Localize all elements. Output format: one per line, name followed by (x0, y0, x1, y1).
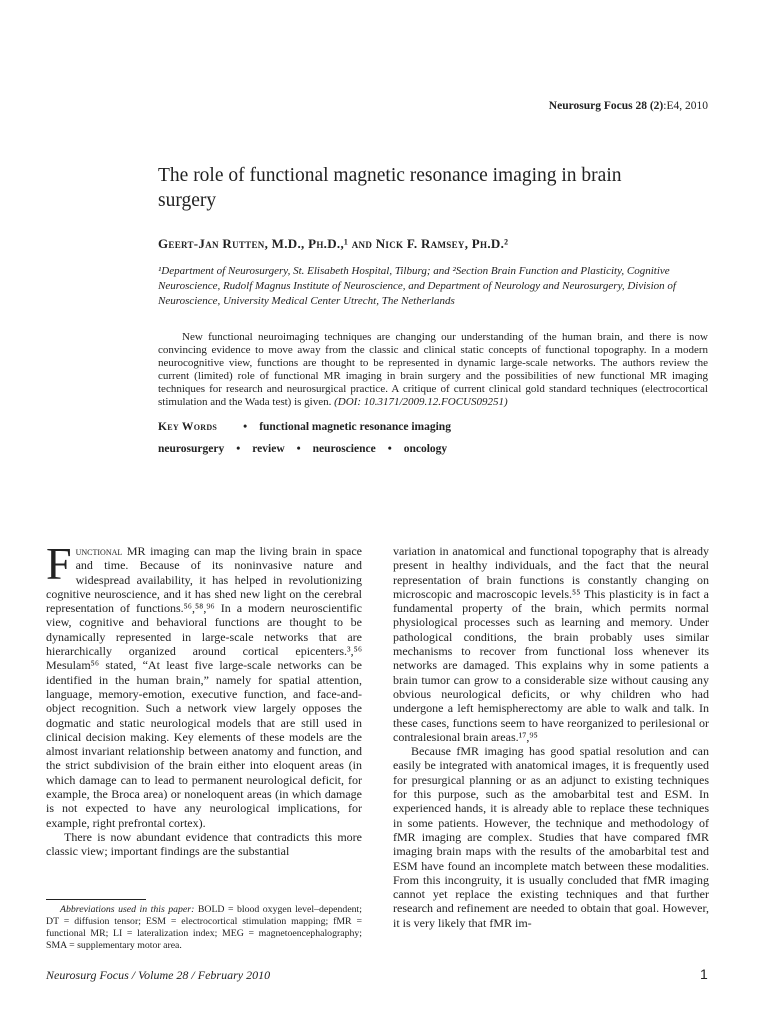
article-id: :E4, 2010 (663, 100, 708, 112)
keyword-item: review (252, 443, 285, 455)
journal-name: Neurosurg Focus 28 (2) (548, 100, 664, 112)
footnote-label: Abbreviations used in this paper: (60, 904, 195, 915)
keyword-item: functional magnetic resonance imaging (259, 421, 451, 433)
body-column-left (46, 538, 362, 859)
author-line: Geert-Jan Rutten, M.D., Ph.D.,¹ and Nick F. Ramsey, Ph.D.² (158, 236, 509, 251)
drop-cap: F (46, 538, 72, 589)
keyword-separator: • (296, 443, 301, 455)
body-column-right (393, 544, 709, 930)
keyword-separator: • (243, 421, 248, 433)
body-paragraph: variation in anatomical and functional topography that is already present in healthy individuals, and the fact that the neural representation of brain functions is constantly changing on microscopic and macroscopic levels.⁵⁵ This plasticity is in fact a fundamental property of the brain, which permits normal physiological processes such as learning and memory. Under pathological conditions, the brain probably uses similar mechanisms to recover from functional loss whenever its networks are damaged. This explains why in some patients a brain tumor can grow to a considerable size without causing any obvious neurological deficits, or why children who had undergone a left hemispherectomy are able to walk and talk. In these cases, functions seem to have reorganized to perilesional or contralesional brain areas.¹⁷,⁹⁵ (393, 544, 709, 744)
body-paragraph (46, 538, 362, 830)
keyword-item: neuroscience (312, 443, 376, 455)
abbreviations-footnote (46, 904, 362, 952)
affiliations: ¹Department of Neurosurgery, St. Elisabeth Hospital, Tilburg; and ²Section Brain Function and Plasticity, Cognitive Neuroscience, Rudolf Magnus Institute of Neuroscience, and Department of Neurology and Neurosurgery, Division of Neuroscience, University Medical Center Utrecht, The Netherlands (158, 265, 676, 307)
footnote-divider (46, 899, 146, 900)
page-number: 1 (700, 966, 708, 982)
keywords-row-1 (158, 416, 678, 438)
keyword-item: oncology (403, 443, 448, 455)
abstract-text: New functional neuroimaging techniques are changing our understanding of the human brain, and there is now convincing evidence to move away from the classic and clinical static concepts of functional topography. In a modern neurocognitive view, functions are thought to be represented in dynamic large-scale networks. The authors review the current (limited) role of functional MR imaging in brain surgery and the possibilities of new functional MR imaging techniques for research and neurosurgical practice. A critique of current clinical gold standard techniques (electrocortical stimulation and the Wada test) is given. (158, 331, 708, 408)
keyword-separator: • (236, 443, 241, 455)
journal-reference (549, 100, 708, 112)
body-paragraph: There is now abundant evidence that contradicts this more classic view; important findings are the substantial (46, 829, 362, 859)
keyword-item: neurosurgery (158, 443, 225, 455)
article-title: The role of functional magnetic resonance imaging in brain surgery (158, 165, 622, 211)
keyword-separator: • (387, 443, 392, 455)
abstract (158, 331, 708, 409)
footnote-text: BOLD = blood oxygen level–dependent; DT = diffusion tensor; ESM = electrocortical stimulation mapping; fMR = functional MR; LI = lateralization index; MEG = magnetoencephalography; SMA = supplementary motor area. (46, 904, 363, 951)
keywords-block (158, 416, 678, 460)
footer-journal-issue: Neurosurg Focus / Volume 28 / February 2010 (46, 968, 271, 982)
body-paragraph: Because fMR imaging has good spatial resolution and can easily be integrated with anatomical images, it is frequently used for presurgical planning or as an adjunct to existing techniques for this purpose, such as the amobarbital test and ESM. In experienced hands, it is already able to replace these techniques in some patients. However, the technique and methodology of fMR imaging are complex. Studies that have compared fMR imaging brain maps with the results of the amobarbital test and ESM have found an incomplete match between these modalities. From this incongruity, it is usually concluded that fMR imaging cannot yet replace the existing techniques and that further research and refinement are needed to obtain that goal. However, it is very likely that fMR im- (393, 744, 709, 930)
lead-in: unctional (75, 544, 123, 558)
paragraph-text: MR imaging can map the living brain in space and time. Because of its noninvasive nature and widespread availability, it has helped in revolutionizing cognitive neuroscience, and it has shed new light on the cerebral representation of functions.⁵⁶,⁵⁸,⁹⁶ In a modern neuroscientific view, cognitive and behavioral functions are thought to be dynamically represented in large-scale networks that are hierarchically organized around cortical epicenters.³,⁵⁶ Mesulam⁵⁶ stated, “At least five large-scale networks can be identified in the human brain,” namely for spatial attention, language, memory-emotion, executive function, and face-and-object recognition. Such a network view largely opposes the dogmatic and static neurological models that are still used in clinical decision making. Key elements of these models are the almost invariant relationship between anatomy and function, and the strict subdivision of the brain either into eloquent areas (in which damage can to lead to permanent neurological deficit, for example, the Broca area) or noneloquent areas (in which damage is not expected to have any neurological implications, for example, right prefrontal cortex). (46, 544, 362, 830)
doi-link[interactable]: (DOI: 10.3171/2009.12.FOCUS09251) (334, 396, 508, 408)
keywords-row-2 (158, 438, 678, 460)
keywords-label: Key Words (158, 421, 218, 433)
